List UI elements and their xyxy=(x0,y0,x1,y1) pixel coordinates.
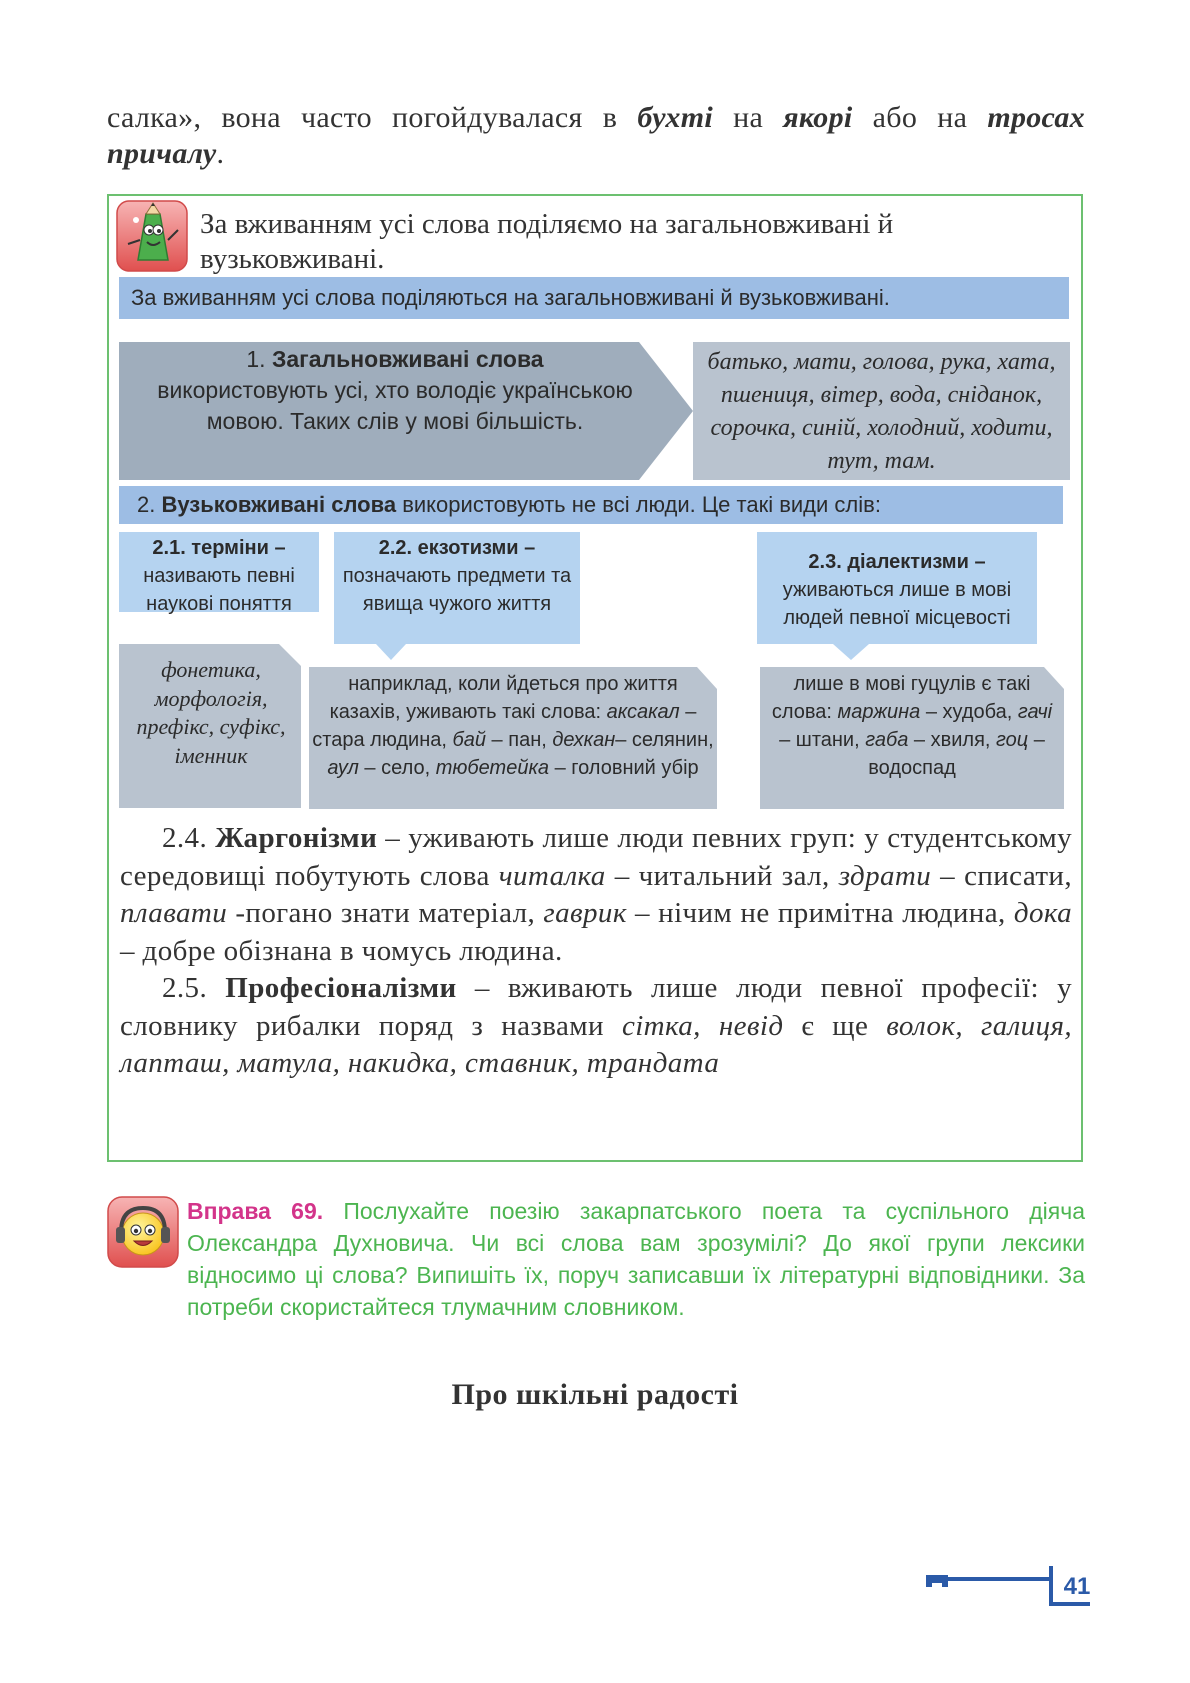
dialect-word-hachi: гачі xyxy=(1017,701,1053,723)
dialect-callout xyxy=(760,548,1034,632)
poem-title: Про шкільні радості xyxy=(451,1378,739,1411)
page-number: 41 xyxy=(1063,1573,1091,1600)
dialect-description: уживаються лише в мові людей певної місцевості xyxy=(782,579,1012,629)
common-words-description: використовують усі, хто володіє українською мовою. Таких слів у мові більшість. xyxy=(157,377,633,434)
intro-word-trosakh: тросах причалу xyxy=(107,101,1085,170)
rule-banner: За вживанням усі слова поділяються на загальновживані й вузьковживані. xyxy=(119,277,1069,319)
exotic-callout xyxy=(336,534,578,618)
jargon-text-d: -погано знати матеріал, xyxy=(227,897,544,929)
terms-title: 2.1. терміни – xyxy=(152,537,286,559)
exotic-word-aul: аул xyxy=(327,757,359,779)
dialect-examples xyxy=(768,670,1056,782)
exercise-text: Послухайте поезію закарпатського поета та суспільного діяча Олександра Духновича. Чи всі слова вам зрозумілі? До якої групи лексики відносимо ці слова? Випишіть їх, поруч записавши їх літературні відповідники. За потреби скористайтеся тлумачним словником. xyxy=(187,1198,1085,1320)
prof-words-2: волок, галиця, лапташ, матула, накидка, ставник, трандата xyxy=(120,1009,1072,1079)
dialect-ex-text-c: – штани, xyxy=(779,729,866,751)
exotic-ex-text-a: наприклад, коли йдеться про життя казахів, уживають такі слова: xyxy=(329,673,678,723)
common-words-block xyxy=(130,344,660,437)
exotic-examples xyxy=(312,670,714,782)
jargon-word-zdraty: здрати xyxy=(838,859,932,892)
dialect-word-marzhyna: маржина xyxy=(837,701,921,723)
common-words-examples: батько, мати, голова, рука, хата, пшениця, вітер, вода, сніданок, сорочка, синій, холодний, ходити, тут, там. xyxy=(707,349,1056,474)
terms-callout xyxy=(123,534,315,618)
intro-paragraph xyxy=(107,100,1085,172)
jargon-word-havryk: гаврик xyxy=(543,897,627,929)
rule-body xyxy=(120,820,1072,1083)
prof-words-1: сітка, невід xyxy=(621,1009,784,1042)
intro-text-3: або на xyxy=(852,101,988,134)
intro-text-4: . xyxy=(216,137,225,170)
common-words-title: Загальновживані слова xyxy=(271,346,544,372)
exotic-word-tiubeteika: тюбетейка xyxy=(435,757,550,779)
exotic-ex-text-f: – головний убір xyxy=(549,757,699,779)
dialect-ex-text-b: – худоба, xyxy=(920,701,1018,723)
intro-word-yakori: якорі xyxy=(783,101,853,134)
narrow-words-banner xyxy=(119,486,1063,524)
exotic-title: 2.2. екзотизми – xyxy=(378,537,536,559)
exercise-label: Вправа 69. xyxy=(187,1198,324,1224)
exotic-ex-text-c: – пан, xyxy=(486,729,553,751)
intro-word-bukhti: бухті xyxy=(637,101,713,134)
dialect-word-hots: гоц xyxy=(996,729,1029,751)
headphones-smiley-icon xyxy=(107,1196,179,1268)
rule-statement: За вживанням усі слова поділяємо на загальновживані й вузьковживані. xyxy=(200,208,894,275)
jargon-text-b: – читальний зал, xyxy=(605,859,839,892)
dialect-ex-text-d: – хвиля, xyxy=(908,729,997,751)
exotic-word-bai: бай xyxy=(452,729,486,751)
jargon-word-doka: дока xyxy=(1013,897,1072,929)
narrow-words-number: 2. xyxy=(137,492,162,517)
jargon-text-f: – добре обізнана в чомусь людина. xyxy=(120,934,563,967)
exotic-ex-text-b: – стара людина, xyxy=(312,701,697,751)
intro-text-2: на xyxy=(712,101,784,134)
jargon-text-e: – нічим не примітна людина, xyxy=(626,897,1014,929)
jargon-text-c: – списати, xyxy=(931,859,1072,892)
prof-text-b: є ще xyxy=(783,1009,887,1042)
exotic-ex-text-d: – селянин, xyxy=(615,729,714,751)
exotic-description: позначають предмети та явища чужого життя xyxy=(342,565,572,615)
jargon-number: 2.4. xyxy=(162,822,216,854)
exotic-word-aksakal: аксакал xyxy=(606,701,680,723)
prof-text-a: – вживають лише люди певної професії: у словнику рибалки поряд з назвами xyxy=(120,972,1072,1042)
dialect-ex-text-a: лише в мові гуцулів є такі слова: xyxy=(771,673,1031,723)
prof-title: Професіоналізми xyxy=(225,972,457,1004)
narrow-words-title: Вузьковживані слова xyxy=(161,492,397,517)
pencil-mascot-icon xyxy=(116,200,188,272)
jargon-word-plavaty: плавати xyxy=(120,897,228,929)
dialect-ex-text-e: – водоспад xyxy=(868,729,1045,779)
prof-number: 2.5. xyxy=(162,972,226,1004)
common-words-number: 1. xyxy=(246,346,272,372)
terms-examples: фонетика, морфологія, префікс, суфікс, іменник xyxy=(136,657,286,768)
terms-description: називають певні наукові поняття xyxy=(143,565,295,615)
jargon-text-a: – уживають лише люди певних груп: у студентському середовищі побутують слова xyxy=(120,822,1073,892)
exotic-word-dekhkan: дехкан xyxy=(552,729,616,751)
prof-paragraph xyxy=(120,970,1072,1083)
jargon-paragraph xyxy=(120,820,1072,970)
jargon-word-chytalka: читалка xyxy=(498,859,606,892)
dialect-title: 2.3. діалектизми – xyxy=(808,551,986,573)
jargon-title: Жаргонізми xyxy=(215,822,378,854)
intro-text-1: салка», вона часто погойдувалася в xyxy=(107,101,638,134)
exercise-69 xyxy=(187,1195,1085,1323)
dialect-word-haba: габа xyxy=(865,729,909,751)
narrow-words-description: використовують не всі люди. Це такі види слів: xyxy=(396,492,881,517)
exotic-ex-text-e: – село, xyxy=(358,757,436,779)
